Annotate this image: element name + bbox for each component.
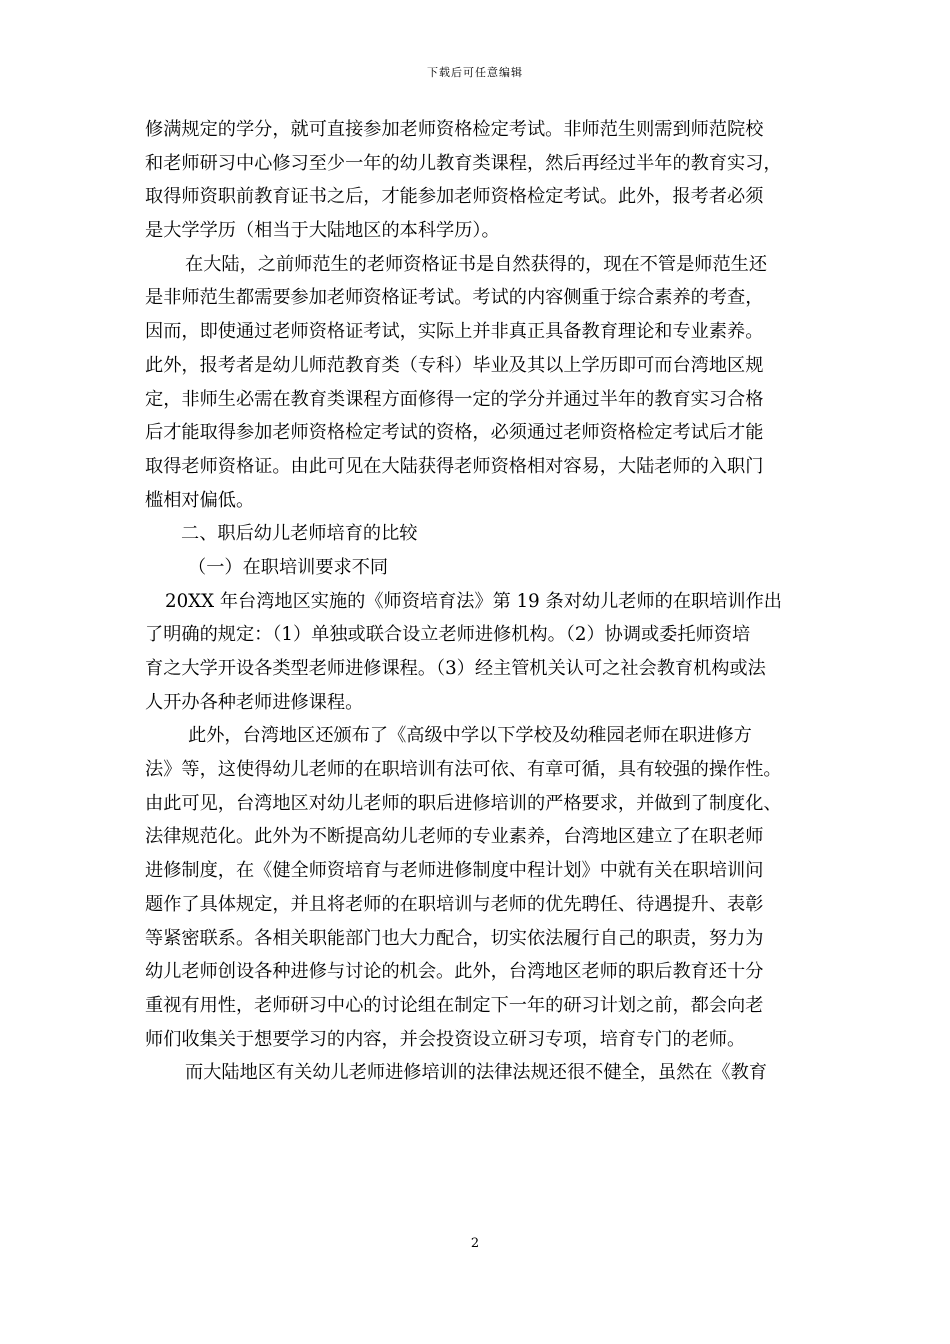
text-line: 和老师研习中心修习至少一年的幼儿教育类课程，然后再经过半年的教育实习， bbox=[145, 152, 782, 174]
text-line: 而大陆地区有关幼儿老师进修培训的法律法规还很不健全，虽然在《教育 bbox=[185, 1062, 768, 1084]
text-line: 重视有用性，老师研习中心的讨论组在制定下一年的研习计划之前，都会向老 bbox=[145, 994, 764, 1016]
text-line: 此外，报考者是幼儿师范教育类（专科）毕业及其以上学历即可而台湾地区规 bbox=[145, 354, 764, 376]
page-header: 下载后可任意编辑 bbox=[427, 66, 523, 79]
text-line: 20XX 年台湾地区实施的《师资培育法》第 19 条对幼儿老师的在职培训作出 bbox=[165, 590, 782, 612]
text-line: 法》等，这使得幼儿老师的在职培训有法可依、有章可循，具有较强的操作性。 bbox=[145, 759, 782, 781]
page-number: 2 bbox=[470, 1236, 480, 1251]
text-line: 取得师资职前教育证书之后，才能参加老师资格检定考试。此外，报考者必须 bbox=[145, 186, 764, 208]
text-line: 幼儿老师创设各种进修与讨论的机会。此外，台湾地区老师的职后教育还十分 bbox=[145, 961, 764, 983]
text-line: 由此可见，台湾地区对幼儿老师的职后进修培训的严格要求，并做到了制度化、 bbox=[145, 792, 782, 814]
text-line: 是大学学历（相当于大陆地区的本科学历）。 bbox=[145, 220, 500, 242]
text-line: 题作了具体规定，并且将老师的在职培训与老师的优先聘任、待遇提升、表彰 bbox=[145, 893, 764, 915]
subsection-heading: （一）在职培训要求不同 bbox=[188, 556, 389, 578]
body-text bbox=[145, 113, 821, 1090]
text-line: 进修制度，在《健全师资培育与老师进修制度中程计划》中就有关在职培训问 bbox=[145, 860, 764, 882]
text-line: 等紧密联系。各相关职能部门也大力配合，切实依法履行自己的职责，努力为 bbox=[145, 927, 764, 949]
text-line: 是非师范生都需要参加老师资格证考试。考试的内容侧重于综合素养的考查， bbox=[145, 287, 764, 309]
text-line: 在大陆，之前师范生的老师资格证书是自然获得的，现在不管是师范生还 bbox=[185, 253, 768, 275]
text-line: 了明确的规定：（1）单独或联合设立老师进修机构。（2）协调或委托师资培 bbox=[145, 624, 751, 646]
text-line: 修满规定的学分，就可直接参加老师资格检定考试。非师范生则需到师范院校 bbox=[145, 119, 764, 140]
text-line: 槛相对偏低。 bbox=[145, 489, 255, 511]
text-line: 育之大学开设各类型老师进修课程。（3）经主管机关认可之社会教育机构或法 bbox=[145, 658, 766, 679]
text-line: 法律规范化。此外为不断提高幼儿老师的专业素养，台湾地区建立了在职老师 bbox=[145, 826, 764, 848]
text-line: 此外，台湾地区还颁布了《高级中学以下学校及幼稚园老师在职进修方 bbox=[188, 725, 752, 747]
text-line: 取得老师资格证。由此可见在大陆获得老师资格相对容易，大陆老师的入职门 bbox=[145, 455, 764, 477]
text-line: 后才能取得参加老师资格检定考试的资格，必须通过老师资格检定考试后才能 bbox=[145, 422, 764, 444]
text-line: 定，非师生必需在教育类课程方面修得一定的学分并通过半年的教育实习合格 bbox=[145, 388, 764, 410]
section-heading: 二、职后幼儿老师培育的比较 bbox=[181, 523, 418, 545]
text-line: 人开办各种老师进修课程。 bbox=[145, 691, 364, 713]
text-line: 师们收集关于想要学习的内容，并会投资设立研习专项，培育专门的老师。 bbox=[145, 1028, 746, 1050]
text-line: 因而，即使通过老师资格证考试，实际上并非真正具备教育理论和专业素养。 bbox=[145, 321, 764, 343]
